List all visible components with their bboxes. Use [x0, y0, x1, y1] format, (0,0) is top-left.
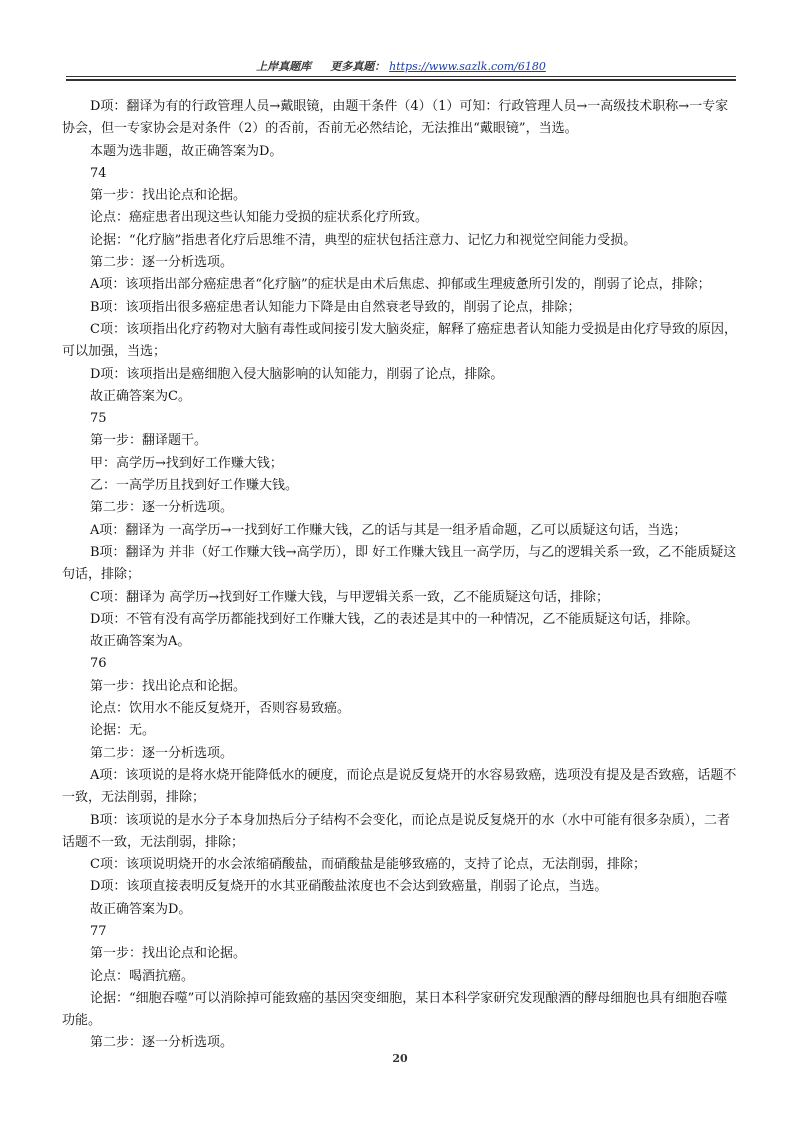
text-line: 论点：癌症患者出现这些认知能力受损的症状系化疗所致。: [90, 210, 429, 226]
text-line: 第一步：找出论点和论据。: [90, 188, 247, 204]
text-line: 76: [90, 656, 107, 672]
text-line: 75: [90, 411, 107, 427]
text-line: C项：该项指出化疗药物对大脑有毒性或间接引发大脑炎症，解释了癌症患者认知能力受损是由化疗导致的原因，可以加强，当选；: [62, 321, 737, 360]
text-line: 第二步：逐一分析选项。: [90, 500, 234, 516]
text-line: 乙：一高学历且找到好工作赚大钱。: [90, 478, 299, 494]
header-label: 上岸真题库: [256, 60, 312, 73]
text-line: B项：该项指出很多癌症患者认知能力下降是由自然衰老导致的，削弱了论点，排除；: [90, 299, 581, 315]
text-line: C项：翻译为 高学历→找到好工作赚大钱，与甲逻辑关系一致，乙不能质疑这句话，排除；: [90, 589, 609, 605]
text-line: 故正确答案为C。: [90, 388, 191, 404]
text-line: D项：翻译为有的行政管理人员→戴眼镜，由题干条件（4）（1）可知：行政管理人员→一高级技术职称→一专家协会，但一专家协会是对条件（2）的否前，否前无必然结论，无法推出“戴眼镜”，当选。: [62, 99, 729, 137]
text-line: 论点：饮用水不能反复烧开，否则容易致癌。: [90, 701, 351, 717]
text-line: 第一步：翻译题干。: [90, 433, 208, 449]
text-line: B项：该项说的是水分子本身加热后分子结构不会变化，而论点是说反复烧开的水（水中可能有很多杂质），二者话题不一致，无法削弱，排除；: [62, 812, 731, 850]
text-line: D项：该项直接表明反复烧开的水其亚硝酸盐浓度也不会达到致癌量，削弱了论点，当选。: [90, 879, 608, 895]
text-line: 74: [90, 165, 107, 181]
text-line: D项：该项指出是癌细胞入侵大脑影响的认知能力，削弱了论点，排除。: [90, 366, 504, 382]
text-line: 论据：无。: [90, 723, 156, 739]
page-header: [66, 58, 736, 78]
text-line: 本题为选非题，故正确答案为D。: [90, 143, 283, 159]
text-line: 77: [90, 923, 107, 939]
text-line: A项：该项说的是将水烧开能降低水的硬度，而论点是说反复烧开的水容易致癌，选项没有提及是否致癌，话题不一致，无法削弱，排除；: [62, 767, 737, 806]
header-source-label: 更多真题：: [330, 60, 386, 73]
document-body: [62, 96, 738, 1055]
text-line: 甲：高学历→找到好工作赚大钱；: [90, 455, 283, 471]
text-line: 故正确答案为D。: [90, 901, 192, 917]
header-rule: [66, 76, 736, 77]
text-line: 第一步：找出论点和论据。: [90, 678, 247, 694]
header-rule-thick: [66, 79, 736, 81]
text-line: D项：不管有没有高学历都能找到好工作赚大钱，乙的表述是其中的一种情况，乙不能质疑这句话，排除。: [90, 611, 699, 627]
text-line: 论点：喝酒抗癌。: [90, 968, 195, 984]
page-number: 20: [392, 1052, 408, 1065]
text-line: B项：翻译为 并非（好工作赚大钱→高学历），即 好工作赚大钱且一高学历，与乙的逻辑关系一致，乙不能质疑这句话，排除；: [62, 544, 737, 583]
text-line: 故正确答案为A。: [90, 634, 191, 650]
text-line: 第二步：逐一分析选项。: [90, 255, 234, 271]
text-line: A项：翻译为 一高学历→一找到好工作赚大钱，乙的话与其是一组矛盾命题，乙可以质疑这句话，当选；: [90, 522, 687, 538]
text-line: A项：该项指出部分癌症患者“化疗脑”的症状是由术后焦虑、抑郁或生理疲惫所引发的，削弱了论点，排除；: [90, 277, 711, 293]
text-line: 第二步：逐一分析选项。: [90, 745, 234, 761]
text-line: C项：该项说明烧开的水会浓缩硝酸盐，而硝酸盐是能够致癌的，支持了论点，无法削弱，排除；: [90, 857, 646, 873]
text-line: 论据：“细胞吞噬”可以消除掉可能致癌的基因突变细胞，某日本科学家研究发现酿酒的酵母细胞也具有细胞吞噬功能。: [62, 990, 728, 1029]
text-line: 论据：“化疗脑”指患者化疗后思维不清，典型的症状包括注意力、记忆力和视觉空间能力受损。: [90, 232, 637, 248]
header-url-link[interactable]: https://www.sazlk.com/6180: [389, 60, 546, 73]
text-line: 第二步：逐一分析选项。: [90, 1035, 234, 1051]
text-line: 第一步：找出论点和论据。: [90, 946, 247, 962]
